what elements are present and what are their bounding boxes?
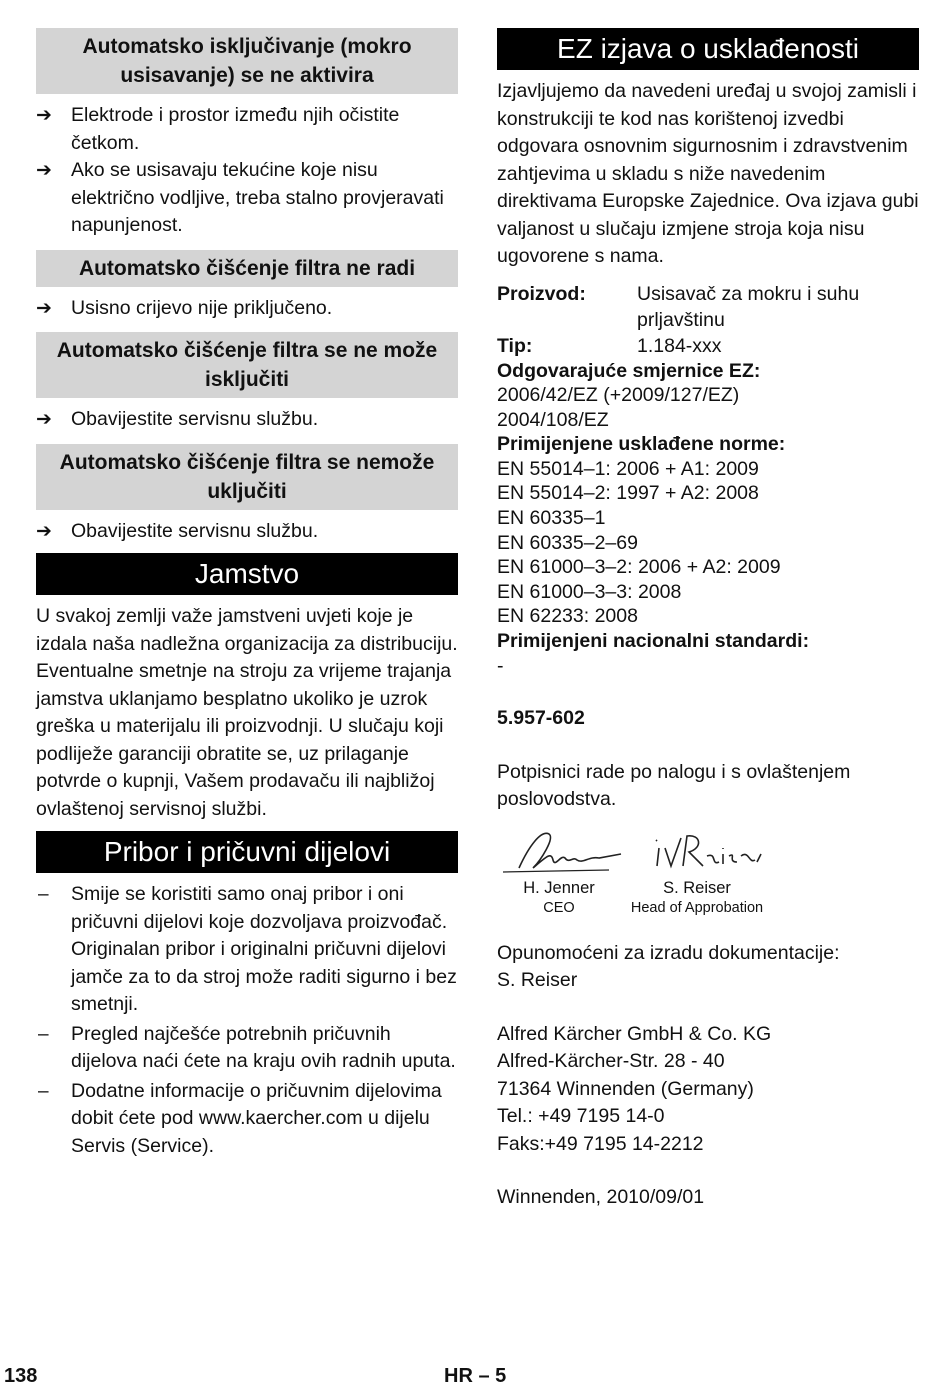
page-number: 138 [4, 1365, 38, 1387]
place-date: Winnenden, 2010/09/01 [497, 1186, 705, 1209]
left-column [36, 28, 458, 1160]
heading-filter-cannot-switch-off: Automatsko čišćenje filtra se ne može isključiti [36, 332, 458, 398]
arrow-icon: ➔ [36, 297, 52, 319]
section-title-ec-declaration: EZ izjava o usklađenosti [497, 28, 919, 70]
arrow-icon: ➔ [36, 105, 52, 126]
norm-item: EN 60335–2–69 [497, 531, 638, 554]
norm-item: EN 62233: 2008 [497, 605, 638, 628]
norm-item: EN 61000–3–3: 2008 [497, 580, 682, 603]
declaration-text: Izjavljujemo da navedeni uređaj u svojoj zamisli i konstrukciji te kod nas korištenoj izvedbi odgovara osnovnim sigurnosnim i zdravstvenim zahtjevima u skladu s niže navedenim direktivama Europske Zajednice. Ova izjava gubi valjanost u slučaju izmjene stroja koja nisu ugovorene s nama. [497, 80, 919, 267]
national-standards-label: Primijenjeni nacionalni standardi: [497, 630, 810, 653]
list-item: ➔ Usisno crijevo nije priključeno. [36, 295, 458, 323]
heading-filter-cleaning-not-working: Automatsko čišćenje filtra ne radi [36, 250, 458, 287]
document-number: 5.957-602 [497, 707, 585, 730]
dash-marker: – [38, 884, 49, 905]
right-column [497, 28, 919, 1212]
norm-item: EN 61000–3–2: 2006 + A2: 2009 [497, 556, 781, 579]
signature-jenner [479, 826, 639, 918]
signature-reiser-graphic [627, 826, 767, 878]
signatories-text: Potpisnici rade po nalogu i s ovlaštenjem poslovodstva. [497, 760, 851, 811]
address-line: Alfred Kärcher GmbH & Co. KG [497, 1022, 772, 1045]
warranty-text: U svakoj zemlji važe jamstveni uvjeti koje je izdala naša nadležna organizacija za distribuciju. Eventualne smetnje na stroju za vrijeme trajanja jamstva uklanjamo besplatno ukoliko je uzrok greška u materijalu ili proizvodnji. U slučaju koji podliježe garanciji obratite se, uz prilaganje potvrde o kupnji, Vašem prodavaču ili najbližoj ovlaštenoj servisnoj službi. [36, 605, 458, 820]
list-item: ➔ Obavijestite servisnu službu. [36, 518, 458, 546]
section-title-warranty: Jamstvo [36, 553, 458, 595]
arrow-icon: ➔ [36, 160, 52, 181]
address-line: Tel.: +49 7195 14-0 [497, 1105, 665, 1128]
authorized-name: S. Reiser [497, 969, 578, 992]
list-item: ➔ Elektrode i prostor između njih očistite četkom. [36, 104, 400, 154]
address-line: 71364 Winnenden (Germany) [497, 1077, 754, 1100]
list-item: – Dodatne informacije o pričuvnim dijelovima dobit ćete pod www.kaercher.com u dijelu Servis (Service). [38, 1079, 442, 1157]
signer-role: Head of Approbation [630, 899, 764, 916]
signature-reiser [617, 826, 777, 918]
heading-auto-shutoff: Automatsko isključivanje (mokro usisavanje) se ne aktivira [36, 28, 458, 94]
section-title-accessories: Pribor i pričuvni dijelovi [36, 831, 458, 873]
authorized-line: Opunomoćeni za izradu dokumentacije: [497, 941, 840, 964]
list-item: ➔ Obavijestite servisnu službu. [36, 406, 458, 434]
dash-marker: – [38, 1023, 49, 1045]
signer-name: H. Jenner [523, 878, 595, 897]
arrow-icon: ➔ [36, 520, 52, 542]
signer-role: CEO [543, 899, 575, 916]
list-item: – Pregled najčešće potrebnih pričuvnih dijelova naći ćete na kraju ovih radnih uputa. [38, 1022, 456, 1072]
dash-marker: – [38, 1080, 49, 1102]
signature-jenner-graphic [489, 826, 629, 878]
norm-item: EN 55014–1: 2006 + A1: 2009 [497, 457, 759, 480]
product-label: Proizvod: [497, 282, 586, 305]
address-line: Faks:+49 7195 14-2212 [497, 1132, 704, 1155]
type-value: 1.184-xxx [637, 334, 722, 357]
address-line: Alfred-Kärcher-Str. 28 - 40 [497, 1050, 725, 1073]
norms-label: Primijenjene usklađene norme: [497, 433, 786, 456]
norm-item: EN 55014–2: 1997 + A2: 2008 [497, 482, 759, 505]
directives-label: Odgovarajuće smjernice EZ: [497, 359, 761, 382]
directive-item: 2004/108/EZ [497, 408, 609, 431]
product-value: Usisavač za mokru i suhu prljavštinu [637, 282, 860, 331]
type-row [497, 333, 919, 359]
product-row [497, 281, 919, 333]
list-item: – Smije se koristiti samo onaj pribor i oni pričuvni dijelovi koje dozvoljava proizvođač. Originalan pribor i originalni pričuvni dijelovi jamče za to da stroj može raditi sigurno i bez smetnji. [38, 883, 457, 1015]
signature-block [497, 826, 919, 926]
national-standards-value: - [497, 654, 504, 677]
signer-name: S. Reiser [663, 878, 731, 897]
type-label: Tip: [497, 334, 533, 357]
directive-item: 2006/42/EZ (+2009/127/EZ) [497, 384, 740, 407]
norm-item: EN 60335–1 [497, 507, 606, 530]
list-item: ➔ Ako se usisavaju tekućine koje nisu električno vodljive, treba stalno provjeravati napunjenost. [36, 159, 444, 236]
language-page-code: HR – 5 [444, 1365, 507, 1387]
heading-filter-cannot-switch-on: Automatsko čišćenje filtra se nemože uključiti [36, 444, 458, 510]
arrow-icon: ➔ [36, 409, 52, 430]
